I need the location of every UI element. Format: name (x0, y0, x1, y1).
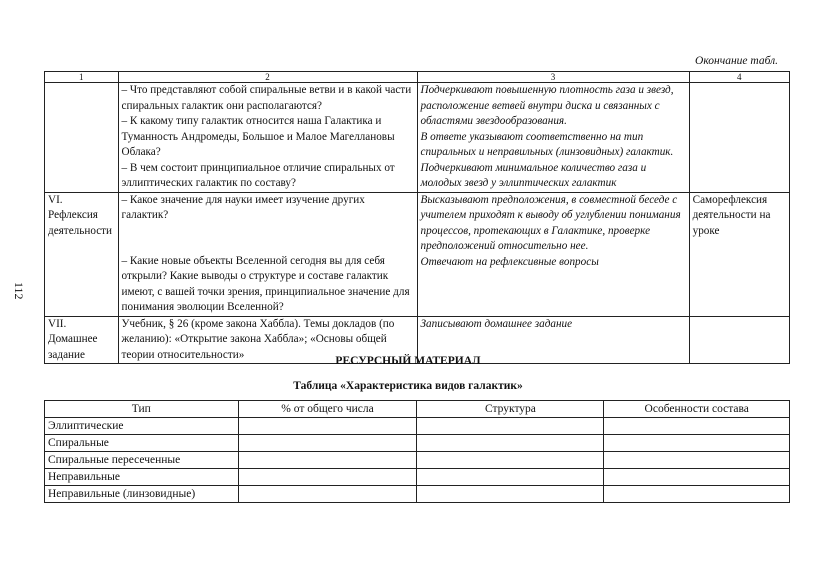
activity-text: В ответе указывают соответственно на тип спиральных и неправильных (линзовидных) галактик. (420, 130, 674, 158)
activity-text: Подчеркивают повышенную плотность газа и звезд, расположение ветвей внутри диска и связанных с облаcтями звездообразования. (420, 84, 674, 127)
activity-text: Записывают домашнее задание (420, 317, 573, 330)
stage-cell: VII. Домашнее задание (45, 316, 119, 364)
col-number: 4 (689, 72, 789, 83)
question-text: – Какое значение для науки имеет изучение других галактик? (121, 193, 365, 221)
page-number: 112 (12, 282, 26, 300)
galaxy-type-cell: Эллиптические (45, 418, 239, 435)
activity-text: Отвечают на рефлексивные вопросы (420, 255, 599, 268)
galaxy-type-cell: Неправильные (45, 469, 239, 486)
table-row (45, 469, 790, 486)
table-row (45, 192, 790, 316)
result-cell: Саморефлексия деятельности на уроке (689, 192, 789, 316)
activity-text: Высказывают предположения, в совместной беседе с учителем приходят к выводу об углублении понимания процессов, протекающих в Галактике, проверке предположений относительно нее. (420, 193, 681, 252)
question-text: – К какому типу галактик относится наша Галактика и Туманность Андромеды, Большое и Малое Магеллановы Облака? (121, 115, 395, 158)
activity-cell (417, 192, 689, 316)
galaxy-types-table (44, 400, 790, 503)
questions-cell (118, 83, 417, 193)
col-number: 1 (45, 72, 119, 83)
continuation-label: Окончание табл. (695, 55, 778, 67)
table-row (45, 452, 790, 469)
galaxy-type-cell: Неправильные (линзовидные) (45, 486, 239, 503)
table-row (45, 435, 790, 452)
stage-cell: VI. Рефлексия деятельности (45, 192, 119, 316)
column-header: % от общего числа (238, 401, 417, 418)
question-text: Учебник, § 26 (кроме закона Хаббла). Темы докладов (по желанию): «Открытие закона Хаббла»; «Основы общей теории относительности» (121, 317, 395, 361)
column-header: Структура (417, 401, 604, 418)
column-header: Особенности состава (604, 401, 790, 418)
column-header: Тип (45, 401, 239, 418)
activity-text: Подчеркивают минимальное количество газа и молодых звезд у эллиптических галактик (420, 161, 647, 189)
column-number-row (45, 72, 790, 83)
table-row (45, 418, 790, 435)
question-text: – В чем состоит принципиальное отличие спиральных от эллиптических галактик по составу? (121, 161, 395, 189)
question-text: – Что представляют собой спиральные ветви и в какой части спиральных галактик они располагаются? (121, 84, 412, 112)
activity-cell (417, 83, 689, 193)
table-title: Таблица «Характеристика видов галактик» (293, 380, 523, 392)
lesson-plan-table (44, 71, 790, 364)
galaxy-type-cell: Спиральные пересеченные (45, 452, 239, 469)
stage-cell (45, 83, 119, 193)
section-title: РЕСУРСНЫЙ МАТЕРИАЛ (335, 355, 481, 367)
col-number: 3 (417, 72, 689, 83)
table-row (45, 486, 790, 503)
header-row (45, 401, 790, 418)
questions-cell (118, 192, 417, 316)
col-number: 2 (118, 72, 417, 83)
table-row (45, 83, 790, 193)
galaxy-type-cell: Спиральные (45, 435, 239, 452)
result-cell (689, 83, 789, 193)
question-text: – Какие новые объекты Вселенной сегодня вы для себя открыли? Какие выводы о структуре и составе галактик имеют, с вашей точки зрения, принципиальное значение для понимания эволюции Вселенной? (121, 254, 410, 313)
